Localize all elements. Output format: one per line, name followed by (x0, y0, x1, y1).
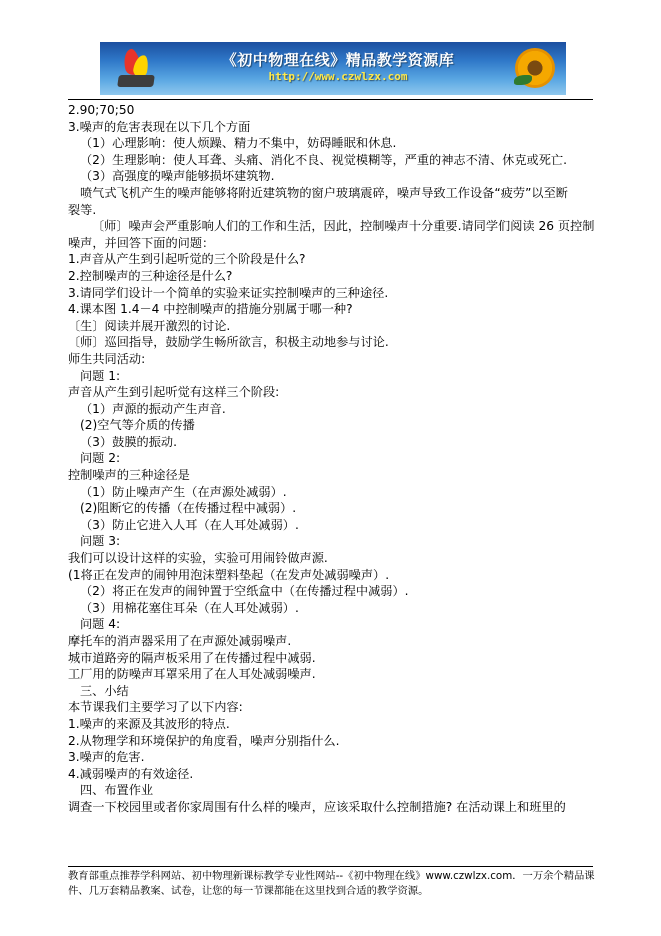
document-line: 四、布置作业 (80, 783, 154, 798)
document-line: 问题 3: (80, 534, 121, 549)
document-line: 4.课本图 1.4－4 中控制噪声的措施分别属于哪一种? (68, 302, 353, 317)
document-line: 问题 4: (80, 617, 121, 632)
document-line: （3）防止它进入人耳（在人耳处减弱）. (80, 517, 299, 532)
document-line: 工厂用的防噪声耳罩采用了在人耳处减弱噪声. (68, 667, 316, 682)
document-line: 师生共同活动: (68, 351, 146, 366)
banner-url[interactable]: http://www.czwlzx.com (268, 70, 408, 83)
document-line: 摩托车的消声器采用了在声源处减弱噪声. (68, 634, 292, 648)
document-line: 3.噪声的危害表现在以下几个方面 (68, 119, 251, 134)
document-line: 本节课我们主要学习了以下内容: (68, 700, 243, 715)
document-line: 2.90;70;50 (68, 103, 135, 117)
banner-title: 《初中物理在线》精品教学资源库 (221, 51, 455, 69)
document-line: 2.从物理学和环境保护的角度看，噪声分别指什么. (68, 733, 340, 748)
document-line: 控制噪声的三种途径是 (68, 468, 190, 483)
document-line: 声音从产生到引起听觉有这样三个阶段: (68, 385, 280, 400)
document-line: 喷气式飞机产生的噪声能够将附近建筑物的窗户玻璃震碎，噪声导致工作设备“疲劳”以至断 (80, 185, 568, 200)
document-line: （1）防止噪声产生（在声源处减弱）. (80, 484, 287, 499)
footer-line-1: 教育部重点推荐学科网站、初中物理新课标教学专业性网站--《初中物理在线》www.czwlzx.com．一万余个精品课 (68, 870, 595, 882)
footer-line-2: 件、几万套精品教案、试卷，让您的每一节课都能在这里找到合适的教学资源。 (68, 884, 429, 897)
document-line: 我们可以设计这样的实验，实验可用闹铃做声源. (68, 551, 328, 566)
document-line: 〔生〕阅读并展开激烈的讨论. (68, 318, 231, 333)
sunflower-icon (512, 45, 558, 91)
document-line: 噪声，并回答下面的问题： (68, 235, 215, 250)
document-line: 〔师〕巡回指导，鼓励学生畅所欲言，积极主动地参与讨论. (68, 335, 389, 350)
site-banner (100, 42, 566, 95)
document-line: （1）心理影响：使人烦躁、精力不集中，妨碍睡眠和休息. (80, 136, 397, 151)
footer-divider (68, 866, 593, 867)
page-footer (68, 869, 596, 898)
document-line: 城市道路旁的隔声板采用了在传播过程中减弱. (68, 650, 316, 665)
document-line: 问题 1: (80, 368, 121, 383)
document-line: （3）用棉花塞住耳朵（在人耳处减弱）. (80, 600, 299, 615)
document-line: 问题 2: (80, 451, 121, 466)
document-line: （3）鼓膜的振动. (80, 434, 177, 449)
document-line: （3）高强度的噪声能够损坏建筑物. (80, 169, 275, 184)
document-line: 3.请同学们设计一个简单的实验来证实控制噪声的三种途径. (68, 285, 389, 300)
document-line: 1.声音从产生到引起听觉的三个阶段是什么? (68, 252, 306, 267)
flame-torch-logo-icon (110, 47, 166, 91)
document-line: (2)空气等介质的传播 (80, 418, 195, 433)
document-line: 4.减弱噪声的有效途径. (68, 766, 194, 781)
header-divider (68, 99, 593, 100)
document-line: （1）声源的振动产生声音. (80, 401, 226, 416)
document-line: 裂等. (68, 202, 97, 217)
document-line: （2）生理影响：使人耳聋、头痛、消化不良、视觉模糊等，严重的神志不清、休克或死亡. (80, 152, 567, 167)
document-line: 〔师〕噪声会严重影响人们的工作和生活，因此，控制噪声十分重要.请同学们阅读 26 页控制 (92, 219, 595, 234)
document-line: (1将正在发声的闹钟用泡沫塑料垫起（在发声处减弱噪声）. (68, 567, 390, 582)
document-body (68, 102, 596, 816)
document-line: 调查一下校园里或者你家周围有什么样的噪声，应该采取什么控制措施? 在活动课上和班里的 (68, 799, 566, 814)
document-line: （2）将正在发声的闹钟置于空纸盒中（在传播过程中减弱）. (80, 584, 409, 599)
document-line: 3.噪声的危害. (68, 750, 145, 765)
document-line: 2.控制噪声的三种途径是什么? (68, 268, 233, 283)
document-line: 1.噪声的来源及其波形的特点. (68, 716, 230, 731)
document-line: 三、小结 (80, 683, 129, 698)
document-line: (2)阻断它的传播（在传播过程中减弱）. (80, 501, 297, 516)
